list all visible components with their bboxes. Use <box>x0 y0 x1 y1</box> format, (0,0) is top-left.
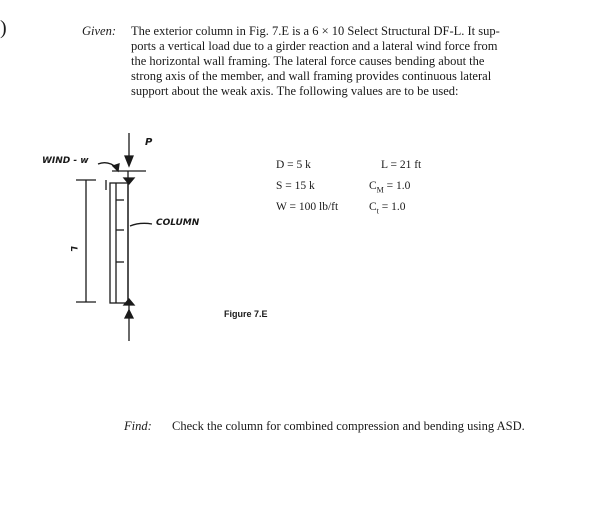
load-arrow-head <box>125 156 133 166</box>
value-snow-load: S = 15 k <box>276 180 315 192</box>
wind-arrow-head <box>113 164 119 171</box>
find-label: Find: <box>124 419 152 433</box>
given-label: Given: <box>82 24 117 38</box>
given-line: The exterior column in Fig. 7.E is a 6 × 10 Select Structural DF-L. It sup- <box>131 24 500 38</box>
cm-symbol: C <box>369 180 377 192</box>
ct-subscript: t <box>376 206 379 216</box>
find-text: Check the column for combined compression and bending using ASD. <box>172 419 525 433</box>
given-line: ports a vertical load due to a girder reaction and a lateral wind force from <box>131 39 498 53</box>
bottom-pin <box>124 299 134 305</box>
load-label: P <box>145 137 153 148</box>
column-label: COLUMN <box>156 218 200 228</box>
wind-label: WIND - w <box>42 156 89 166</box>
given-line: strong axis of the member, and wall framing provides continuous lateral <box>131 69 492 83</box>
cm-value: = 1.0 <box>383 180 411 192</box>
given-line: support about the weak axis. The following values are to be used: <box>131 84 459 98</box>
column-body <box>110 183 128 303</box>
given-line: the horizontal wall framing. The lateral force causes bending about the <box>131 54 485 68</box>
ct-symbol: C <box>369 201 377 213</box>
figure-caption: Figure 7.E <box>224 309 268 319</box>
value-wind-load: W = 100 lb/ft <box>276 201 339 213</box>
value-length: L = 21 ft <box>381 159 422 171</box>
cm-subscript: M <box>376 185 384 195</box>
value-dead-load: D = 5 k <box>276 159 311 171</box>
ct-value: = 1.0 <box>378 201 406 213</box>
column-leader <box>130 223 152 226</box>
length-label: L <box>67 246 78 252</box>
margin-mark: ) <box>0 17 7 39</box>
reaction-arrow-head <box>125 310 133 318</box>
